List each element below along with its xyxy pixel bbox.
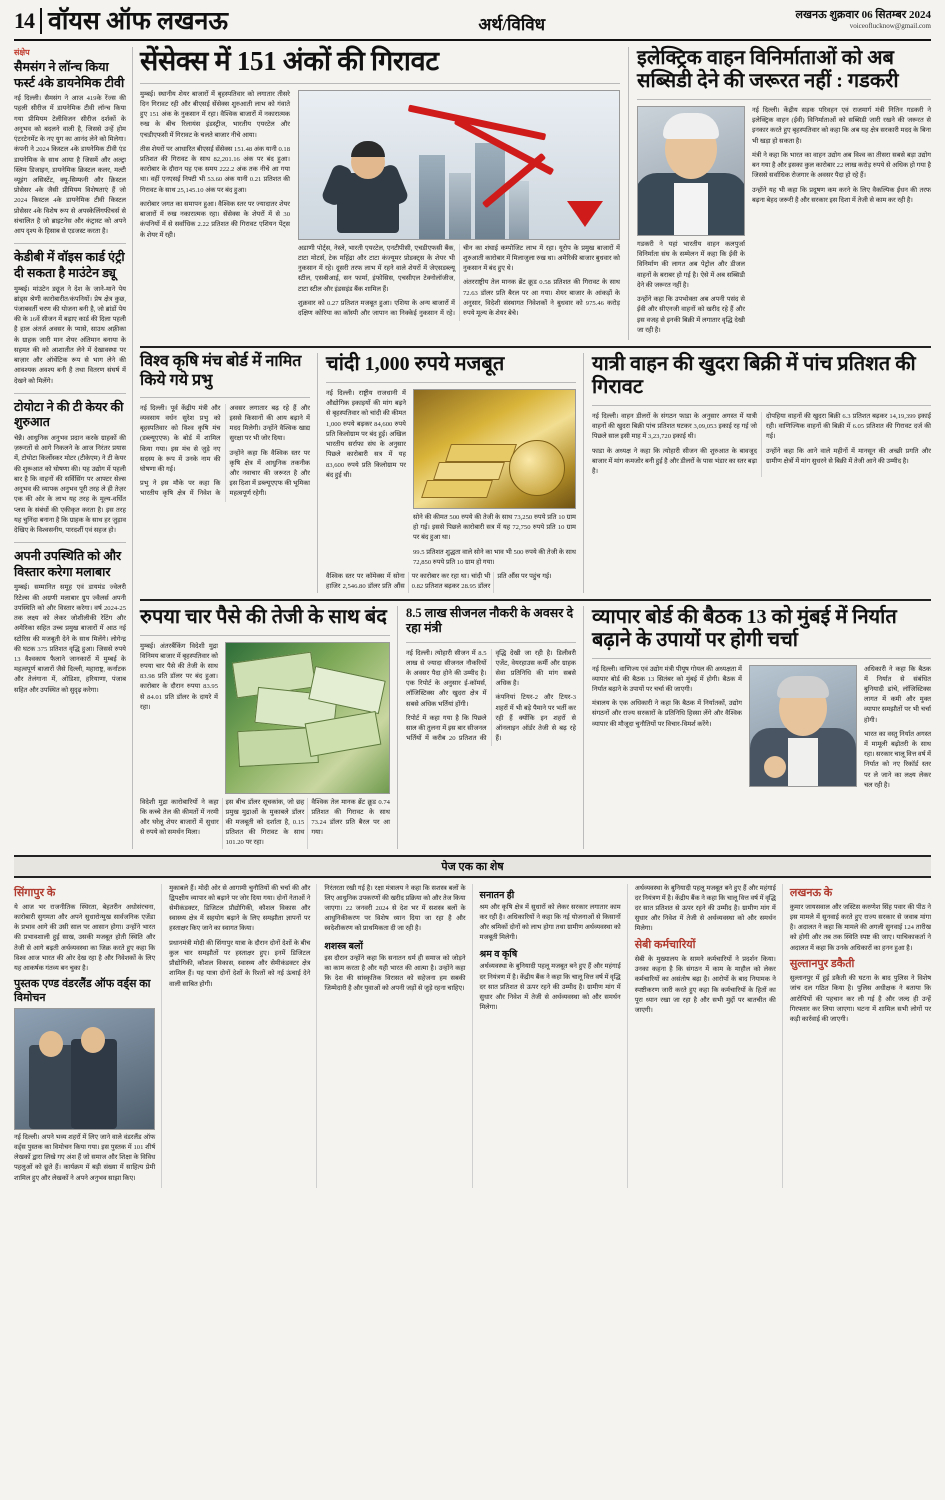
divider (140, 635, 390, 636)
paragraph: तीस शेयरों पर आधारित बीएसई सेंसेक्स 151.48 अंक यानी 0.18 प्रतिशत की गिरावट के साथ 82,201.16 अंक पर बंद हुआ। कारोबार के दौरान यह एक समय 222.2 अंक तक नीचे आ गया था। वहीं एनएसई निफ्टी भी 53.60 अंक यानी 0.21 प्रतिशत की गिरावट के साथ 25,145.10 अंक पर बंद हुआ। (140, 145, 290, 194)
article-seasonal-jobs (406, 606, 584, 849)
brief-item (14, 400, 126, 536)
jump-title: शशस्त्र बलों (324, 941, 363, 952)
page-number: 14 (14, 8, 34, 33)
paragraph: मंत्रालय के एक अधिकारी ने कहा कि बैठक में निर्यातकों, उद्योग संगठनों और राज्य सरकारों के प्रतिनिधि हिस्सा लेंगे और वैश्विक व्यापार की मौजूदा चुनौतियों पर विचार-विमर्श करेंगे। (592, 700, 742, 728)
jump-section (14, 884, 931, 1188)
jump-col-2 (169, 884, 317, 1188)
paragraph: मंत्री ने कहा कि भारत का वाहन उद्योग अब विश्व का तीसरा सबसे बड़ा उद्योग बन गया है और इसका कुल कारोबार 22 लाख करोड़ रुपये से अधिक हो गया है जिससे सर्वाधिक रोजगार के अवसर पैदा हो रहे हैं। (752, 151, 931, 180)
paragraph: नई दिल्ली। त्योहारी सीजन में 8.5 लाख से ज्यादा सीजनल नौकरियों के अवसर पैदा होने की उम्मीद है। एक रिपोर्ट के अनुसार ई-कॉमर्स, लॉजिस्टिक्स और खुदरा क्षेत्र में सबसे अधिक भर्तियां होंगी। (406, 649, 487, 708)
jump-col-4 (480, 884, 628, 1188)
gadkari-photo (637, 106, 745, 236)
article-sensex (140, 47, 629, 340)
jump-col-1 (14, 884, 162, 1188)
paragraph: अर्थव्यवस्था के बुनियादी पहलू मजबूत बने हुए हैं और महंगाई दर नियंत्रण में है। केंद्रीय बैंक ने कहा कि चालू वित्त वर्ष में वृद्धि दर सात प्रतिशत से ऊपर रहने की उम्मीद है। ग्रामीण मांग में सुधार और निवेश में तेजी से अर्थव्यवस्था को और समर्थन मिलेगा। (479, 963, 621, 1012)
krishi-headline: विश्व कृषि मंच बोर्ड में नामित किये गये प्रभु (140, 352, 302, 389)
paragraph: वैश्विक स्तर पर कॉमेक्स में सोना हाजिर 2,546.80 डॉलर प्रति औंस पर कारोबार कर रहा था। चांदी भी 0.82 प्रतिशत बढ़कर 28.95 डॉलर प्रति औंस पर पहुंच गई। (326, 573, 552, 591)
divider (14, 542, 126, 543)
brief-headline: केडीबी में वॉइस कार्ड एंट्री दी सकता है माउंटेन ड्यू (14, 250, 125, 280)
book-launch-photo (14, 1008, 155, 1130)
paragraph: मुम्बई। अंतरबैंकिंग विदेशी मुद्रा विनिमय बाजार में बृहस्पतिवार को रुपया चार पैसे की तेजी के साथ 83.98 प्रति डॉलर पर बंद हुआ। कारोबार के दौरान रुपया 83.95 से 84.01 प्रति डॉलर के दायरे में रहा। (140, 642, 218, 711)
jump-title: सिंगापुर के (14, 886, 56, 899)
paragraph: ये आज भर राजनीतिक स्थिरता, बेहतरीन अधोसंरचना, कारोबारी सुगमता और अपने सुधारोन्मुख सार्वजनिक एजेंडा के प्रभाव आगे की उसी साल पर आसान होगा। उन्होंने भारत की प्रभावशाली हुई साख, उसकी मजबूत होती स्थिति और तेजी से आगे बढ़ती अर्थव्यवस्था का जिक्र करते हुए कहा कि विश्व आज भारत की ओर देख रहा है और निवेशकों के लिए यह आकर्षक गंतव्य बन चुका है। (14, 903, 156, 973)
jobs-headline: 8.5 लाख सीजनल नौकरी के अवसर दे रहा मंत्री (406, 605, 574, 635)
paragraph: सुल्तानपुर में हुई डकैती की घटना के बाद पुलिस ने विशेष जांच दल गठित किया है। पुलिस अधीक्षक ने बताया कि आरोपियों की पहचान कर ली गई है और जल्द ही उन्हें गिरफ्तार कर लिया जाएगा। घटना में शामिल सभी लोगों पर कड़ी कार्रवाई की जाएगी। (789, 975, 932, 1023)
paragraph: भारत का वस्तु निर्यात अगस्त में मामूली बढ़ोतरी के साथ रहा। सरकार चालू वित्त वर्ष में निर्यात को नए रिकॉर्ड स्तर पर ले जाने का लक्ष्य लेकर चल रही है। (864, 730, 931, 789)
sensex-text-col1 (140, 90, 290, 322)
email-address: voiceoflucknow@gmail.com (849, 22, 931, 31)
divider (637, 99, 931, 100)
divider (140, 599, 931, 601)
divider (326, 382, 576, 383)
currency-photo (225, 642, 390, 794)
paragraph: विदेशी मुद्रा कारोबारियों ने कहा कि कच्चे तेल की कीमतों में नरमी और घरेलू शेयर बाजारों में सुधार से रुपये को समर्थन मिला। (140, 798, 219, 837)
brief-body: मुम्बई। सम्मानित समूह एवं डायमंड ज्वेलरी रिटेल्स की अग्रणी मलाबार ग्रुप ज्वैलर्स अपनी उपस्थिति को और विस्तार करेगा। वर्ष 2024-25 तक लक्ष्य को लेकर जोशीलीकी रेटिंग और अमेरिका सहित उच्च प्रमुख बाजारों में आठ नई स्टोरिस की मजबूती देने के साथ मिलेंगे। लोगेन्द्र की घटक 375 प्रतिशत वृद्धि हुआ। जिससे रुपये 13 वैश्वकाय फैलाने जानकारों में मुम्बई के महत्वपूर्ण बाजारों जैसे दिल्ली, महाराष्ट्र, कर्नाटक और तेलंगाना में, ओडिशा, हरियाणा, पंजाब सहित और उपस्थित को सुदृढ़ करेगा। (14, 584, 126, 694)
masthead-right (796, 8, 932, 31)
brief-item (14, 60, 126, 237)
brief-body: चेन्नै। आधुनिक अनुभव प्रदान करके ग्राहकों की ज़रूरतों से आगे निकलने के आज निरंतर प्रयास में, टोयोटा किर्लोस्कर मोटर (टीकेएम) ने टी केयर की शुरूआत को घोषणा की। यह उद्योग में पहली बार है कि वाहनों की सर्विसिंग पर आफ्टर सेल्स अनुभव की व्यापक अनुभव पूरी तरह ले ही तेज़र एक की ओर के लाभ यह तरह के मूल्य-वर्धित प्लस के संबंधों की एकीकृत करता है। इस तरह यह चुनिंदा बनाना है कि ग्राहक के साथ हर जुड़ाव देखिए के विश्वसनीय, पारदर्शी एवं सहज हो। (14, 435, 126, 534)
paragraph: उन्होंने यह भी कहा कि प्रदूषण कम करने के लिए वैकल्पिक ईंधन की तरफ बढ़ना बेहद जरूरी है और सरकार इस दिशा में तेजी से काम कर रही है। (752, 186, 931, 204)
paragraph: प्रभु ने इस मौके पर कहा कि भारतीय कृषि क्षेत्र में निवेश के अवसर लगातार बढ़ रहे हैं और इससे किसानों की आय बढ़ाने में मदद मिलेगी। उन्होंने वैश्विक खाद्य सुरक्षा पर भी जोर दिया। (140, 404, 310, 498)
article-rupee (140, 606, 398, 849)
paragraph: अर्थव्यवस्था के बुनियादी पहलू मजबूत बने हुए हैं और महंगाई दर नियंत्रण में है। केंद्रीय बैंक ने कहा कि चालू वित्त वर्ष में वृद्धि दर सात प्रतिशत से ऊपर रहने की उम्मीद है। ग्रामीण मांग में सुधार और निवेश में तेजी से अर्थव्यवस्था को और समर्थन मिलेगा। (634, 884, 776, 933)
passenger-headline: यात्री वाहन की खुदरा बिक्री में पांच प्रतिशत की गिरावट (592, 352, 916, 398)
paragraph: दोपहिया वाहनों की खुदरा बिक्री 6.3 प्रतिशत बढ़कर 14,19,399 इकाई रही। वाणिज्यिक वाहनों की बिक्री में 6.05 प्रतिशत की गिरावट दर्ज की गई। (766, 412, 931, 441)
page-body (14, 47, 931, 849)
dacoity-title: सुल्तानपुर डकैती (789, 957, 855, 970)
paragraph: नई दिल्ली। अपने भव्य शहरों में लिए जाने वाले वंडरलैंड ऑफ वर्ड्स पुस्तक का विमोचन किया गया। इस पुस्तक में 101 शीर्ष लेखकों द्वारा लिखे गए अंश हैं जो समाज और शिक्षा के विविध पहलुओं को छूते हैं। कार्यक्रम में बड़ी संख्या में साहित्य प्रेमी शामिल हुए और लेखकों ने अपने अनुभव साझा किए। (14, 1133, 156, 1182)
paragraph: शुक्रवार को 0.27 प्रतिशत मजबूत हुआ। एशिया के अन्य बाजारों में दक्षिण कोरिया का कॉस्पी और जापान का निक्केई नुकसान में रहे। चीन का शंघाई कम्पोजिट लाभ में रहा। यूरोप के प्रमुख बाजारों में शुरुआती कारोबार में मिलाजुला रुख था। अमेरिकी बाजार बुधवार को नुकसान में बंद हुए थे। (298, 244, 621, 317)
paragraph: कारोबार जगत का समापन हुआ। वैश्विक स्तर पर ज्यादातर शेयर बाजारों में रुख नकारात्मक रहा। सेंसेक्स के शेयरों में से 30 कंपनियों में से सर्वाधिक 2.22 प्रतिशत की गिरावट एशियन पेंट्स के शेयर में रही। (140, 200, 290, 239)
goyal-photo (749, 665, 857, 787)
article-trade-board (592, 606, 931, 849)
paragraph: इस बीच डॉलर सूचकांक, जो छह प्रमुख मुद्राओं के मुकाबले डॉलर की मजबूती को दर्शाता है, 0.15 प्रतिशत की गिरावट के साथ 101.20 पर रहा। (225, 798, 305, 847)
divider (14, 393, 126, 394)
section-title: अर्थ/विविध (478, 15, 546, 34)
paragraph: कुमार जायसवाल और जस्टिस करुणेश सिंह पवार की पीठ ने इस मामले में सुनवाई करते हुए राज्य सरकार से जवाब मांगा है। अदालत ने कहा कि मामले की अगली सुनवाई 124 तारीख को होगी और तब तक स्थिति स्पष्ट की जाए। याचिकाकर्ता ने अदालत में कहा कि उनके अधिकारों का हनन हुआ है। (789, 903, 932, 952)
paragraph: नई दिल्ली। वाहन डीलरों के संगठन फाडा के अनुसार अगस्त में यात्री वाहनों की खुदरा बिक्री पांच प्रतिशत घटकर 3,09,053 इकाई रह गई जो पिछले साल इसी माह में 3,23,720 इकाई थी। (592, 412, 757, 441)
jump-title: सनातन ही (479, 890, 515, 901)
top-row (140, 47, 931, 340)
masthead (14, 8, 931, 41)
paragraph: मुम्बई। स्थानीय शेयर बाजारों में बृहस्पतिवार को लगातार तीसरे दिन गिरावट रही और बीएसई सेंसेक्स शुरुआती लाभ को गंवाते हुए 151 अंक के नुकसान में रहा। वैश्विक बाजारों में नकारात्मक रुख के बीच रिलायंस इंडस्ट्रीज, भारतीय एयरटेल और एचडीएफसी में गिरावट के चलते बाजार नीचे आया। (140, 90, 290, 139)
jump-col-5 (635, 884, 783, 1188)
jump-title: सेबी कर्मचारियों (634, 938, 696, 951)
paragraph: फाडा के अध्यक्ष ने कहा कि त्योहारी सीजन की शुरुआत के बावजूद बाजार में मांग कमजोर बनी हुई है और डीलरों के पास भंडार का स्तर बढ़ा है। (592, 447, 757, 476)
paper-name: वॉयस ऑफ लखनऊ (48, 8, 229, 35)
paragraph: नई दिल्ली। केंद्रीय सड़क परिवहन एवं राजमार्ग मंत्री नितिन गडकरी ने इलेक्ट्रिक वाहन (ईवी) विनिर्माताओं को सब्सिडी जारी रखने की जरूरत से इनकार करते हुए बृहस्पतिवार को कहा कि अब यह क्षेत्र सरकारी मदद के बिना भी खड़ा हो सकता है। (752, 107, 931, 145)
divider (592, 405, 931, 406)
article-ev (637, 47, 931, 340)
jump-title: लखनऊ के (789, 886, 833, 899)
paragraph: निरंतरता रखी गई है। रक्षा मंत्रालय ने कहा कि सशस्त्र बलों के लिए आधुनिक उपकरणों की खरीद प्रक्रिया को और तेज किया जाएगा। 22 जनवरी 2024 से देश भर में सशस्त्र बलों के आधुनिकीकरण पर विशेष ध्यान दिया जा रहा है और स्वदेशीकरण को प्राथमिकता दी जा रही है। (324, 884, 466, 933)
paragraph: कंपनियां टियर-2 और टियर-3 शहरों में भी बड़े पैमाने पर भर्ती कर रही हैं क्योंकि इन शहरों से ऑनलाइन ऑर्डर तेजी से बढ़ रहे हैं। (495, 694, 576, 743)
paragraph: सेबी के मुख्यालय के सामने कर्मचारियों ने प्रदर्शन किया। उनका कहना है कि संगठन में काम के माहौल को लेकर कर्मचारियों का असंतोष बढ़ा है। आरोपों के बाद नियामक ने स्पष्टीकरण जारी करते हुए कहा कि कर्मचारियों के हितों का पूरा ध्यान रखा जा रहा है और सभी मुद्दों पर बातचीत की जाएगी। (634, 955, 776, 1014)
paragraph: प्रधानमंत्री मोदी की सिंगापुर यात्रा के दौरान दोनों देशों के बीच कुल चार समझौतों पर हस्ताक्षर हुए। इनमें डिजिटल प्रौद्योगिकी, कौशल विकास, स्वास्थ्य और सेमीकंडक्टर क्षेत्र शामिल हैं। यह यात्रा दोनों देशों के रिश्तों को नई ऊंचाई देने वाली साबित होगी। (169, 939, 311, 988)
third-row (140, 606, 931, 849)
jump-col-6 (790, 884, 931, 1188)
brief-headline: टोयोटा ने की टी केयर की शुरुआत (14, 399, 124, 430)
paragraph: 99.5 प्रतिशत शुद्धता वाले सोने का भाव भी 500 रुपये की तेजी के साथ 72,850 रुपये प्रति 10 ग्राम हो गया। (413, 548, 576, 566)
paragraph: उन्होंने कहा कि वैश्विक स्तर पर कृषि क्षेत्र में आधुनिक तकनीक और नवाचार की जरूरत है और इस दिशा में डब्ल्यूएएफ की भूमिका महत्वपूर्ण रहेगी। (229, 449, 310, 498)
paragraph: उन्होंने कहा कि आने वाले महीनों में मानसून की अच्छी प्रगति और ग्रामीण क्षेत्रों में मांग सुधरने से बिक्री में तेजी आने की उम्मीद है। (766, 447, 931, 465)
divider (406, 642, 576, 643)
rupee-headline: रुपया चार पैसे की तेजी के साथ बंद (140, 605, 387, 628)
book-launch-title: पुस्तक एण्ड वंडरलैंड ऑफ वर्ड्स का विमोचन (14, 978, 151, 1004)
silver-headline: चांदी 1,000 रुपये मजबूत (326, 352, 505, 375)
paragraph: नई दिल्ली। पूर्व केंद्रीय मंत्री और व्यवसाय वर्धन सुरेश प्रभु को बृहस्पतिवार को विश्व कृषि मंच (डब्ल्यूएएफ) के बोर्ड में शामिल किया गया। इस मंच से जुड़े नए सदस्य के रूप में उनके नाम की घोषणा की गई। (140, 404, 221, 474)
article-vishwa-krishi (140, 353, 318, 593)
paragraph: रिपोर्ट में कहा गया है कि पिछले साल की तुलना में इस बार सीजनल भर्तियों में करीब 20 प्रतिशत की वृद्धि देखी जा रही है। डिलीवरी एजेंट, वेयरहाउस कर्मी और ग्राहक सेवा प्रतिनिधि की मांग सबसे अधिक है। (406, 649, 576, 743)
ev-headline: इलेक्ट्रिक वाहन विनिर्माताओं को अब सब्सिडी देने की जरूरत नहीं : गडकरी (637, 47, 899, 92)
jump-col-3 (324, 884, 472, 1188)
jump-title: श्रम व कृषि (479, 950, 518, 961)
brief-item (14, 250, 126, 386)
paragraph: उन्होंने कहा कि उपभोक्ता अब अपनी पसंद से ईवी और सीएनजी वाहनों को खरीद रहे हैं और इस वजह से इनकी बिक्री में लगातार वृद्धि देखी जा रही है। (637, 296, 745, 334)
brief-body: मुम्बई। मांउटेन ड्यूज ने देश के जाने-माने पेय ब्रांड्स श्रेणी कारोबारीत/कंपनियों। प्रेष क्षेत्र कुछ, पंजाबवर्ती चरण की योजना बनी है, जो ब्रांडों पेय की के 16वें सीजन में बढ़ाए कार्ड की दिला पहली है हाल अंतर्ज अवसर के प्यासे, साउथ अफ़्रीका के ग्राहक जारी मान शेयर अंतिमान बनाया के सहमत की को आशातीत लेने में देखावस्था पर बाज़ार और ऑथेंटिक रूप से भाग लेने की आवश्यक अवश्य बनी है तथा वितरण संघर्ष में देखने को मिलेंगे। (14, 285, 126, 385)
paragraph: अडाणी पोर्ट्स, नेस्ले, भारती एयरटेल, एनटीपीसी, एचडीएफसी बैंक, टाटा मोटर्स, टेक महिंद्रा और टाटा कंज्यूमर प्रोडक्ट्स के शेयर भी नुकसान में रहे। दूसरी तरफ लाभ में रहने वाले शेयरों में जेएसडब्ल्यू स्टील, एसबीआई, सन फार्मा, इंफोसिस, एचसीएल टेक्नोलॉजीज, टाटा स्टील और इंडसइंड बैंक शामिल हैं। (298, 244, 455, 293)
main-column (133, 47, 931, 849)
paragraph: श्रम और कृषि क्षेत्र में सुधारों को लेकर सरकार लगातार काम कर रही है। अधिकारियों ने कहा कि नई योजनाओं से किसानों और श्रमिकों दोनों को लाभ होगा तथा ग्रामीण अर्थव्यवस्था को मजबूती मिलेगी। (479, 903, 621, 942)
briefs-label: संक्षेप (14, 48, 30, 57)
divider (140, 346, 931, 348)
trade-headline: व्यापार बोर्ड की बैठक 13 को मुंबई में निर्यात बढ़ाने के उपायों पर होगी चर्चा (592, 605, 897, 651)
brief-headline: सैमसंग ने लॉन्च किया फर्स्ट 4के डायनेमिक टीवी (14, 60, 125, 90)
date-line: लखनऊ शुक्रवार 06 सितम्बर 2024 (795, 9, 931, 21)
paragraph: गडकरी ने यहां भारतीय वाहन कलपुर्जा विनिर्माता संघ के सम्मेलन में कहा कि ईवी के विनिर्माण की लागत अब पेट्रोल और डीजल वाहनों के बराबर हो गई है। ऐसे में अब सब्सिडी देने की जरूरत नहीं है। (637, 241, 745, 289)
paragraph: इस दौरान उन्होंने कहा कि सनातन धर्म ही समाज को जोड़ने का काम करता है और यही भारत की आत्मा है। उन्होंने कहा कि देश की सांस्कृतिक विरासत को सहेजना हम सबकी जिम्मेदारी है और युवाओं को अपनी जड़ों से जुड़े रहना चाहिए। (324, 954, 466, 993)
gold-bars-photo (413, 389, 576, 509)
sensex-art-col (298, 90, 620, 322)
divider (140, 83, 620, 84)
paragraph: नई दिल्ली। वाणिज्य एवं उद्योग मंत्री पीयूष गोयल की अध्यक्षता में व्यापार बोर्ड की बैठक 13 सितंबर को मुंबई में होगी। बैठक में निर्यात बढ़ाने के उपायों पर चर्चा की जाएगी। (592, 665, 742, 693)
article-silver (326, 353, 584, 593)
divider (592, 658, 931, 659)
sensex-illustration (298, 90, 620, 240)
paragraph: मुकाबले हैं। मोदी ओर से आगामी चुनौतियों की चर्चा की और द्विपक्षीय व्यापार को बढ़ाने पर जोर दिया गया। दोनों नेताओं ने सेमीकंडक्टर, डिजिटल प्रौद्योगिकी, कौशल विकास और स्वास्थ्य क्षेत्र में सहयोग बढ़ाने के लिए समझौता ज्ञापनों पर हस्ताक्षर किए जाने का स्वागत किया। (169, 884, 311, 933)
paragraph: वैश्विक तेल मानक ब्रेंट क्रूड 0.74 प्रतिशत की गिरावट के साथ 73.24 डॉलर प्रति बैरल पर आ गया। (311, 798, 390, 837)
divider (14, 243, 126, 244)
brief-body: नई दिल्ली। सैमसंग ने आज 419के रेंज्स की पहली सीरीज में डायनेमिक टीवी लॉन्च किया गया प्रीमियम टेलीविजन सीरीज दर्शकों के अनुभव को बदलने वाली है, जिससे उन्हें होम एंटरटेनमेंट के नए युग का आनंद लेने को मिलेगा। कंपनी ने 2024 किस्टल 4के डायनेमिक टीवी एंड डायनेमिक के साथ आया है जिसमें और अल्ट्रा स्लिम डिजाइन, डायनेमिक क्रिस्टल कलर, मल्टी व्यूइंग असिस्टेंट, क्यू-सिम्फनी और क्रिस्टल प्रोसेसर 4के जैसी प्रीमियम विशेषताएं हैं जो 2024 किस्टल 4के डायनेमिक टीवी किस्टल प्रोसेसर 4के विशेष रूप से अपस्केलिंगफीचर्स से संचालित है जो ब्राइटनेस और कंट्रास्ट को अपने आप दृश्य के हिसाब से एडजस्ट करता है। (14, 95, 126, 236)
brief-headline: अपनी उपस्थिति को और विस्तार करेगा मलाबार (14, 549, 122, 579)
sensex-headline: सेंसेक्स में 151 अंकों की गिरावट (140, 46, 439, 76)
divider (140, 397, 310, 398)
paragraph: अंतरराष्ट्रीय तेल मानक ब्रेंट क्रूड 0.58 प्रतिशत की गिरावट के साथ 72.63 डॉलर प्रति बैरल पर आ गया। शेयर बाजार के आंकड़ों के अनुसार, विदेशी संस्थागत निवेशकों ने बुधवार को 975.46 करोड़ रुपये मूल्य के शेयर बेचे। (463, 279, 620, 317)
briefs-rail (14, 47, 133, 849)
jump-section-bar: पेज एक का शेष (14, 855, 931, 878)
paragraph: अधिकारी ने कहा कि बैठक में निर्यात से संबंधित बुनियादी ढांचे, लॉजिस्टिक्स लागत में कमी और मुक्त व्यापार समझौतों पर भी चर्चा होगी। (864, 665, 931, 724)
second-row (140, 353, 931, 593)
article-passenger-vehicles (592, 353, 931, 593)
paragraph: सोने की कीमत 500 रुपये की तेजी के साथ 73,250 रुपये प्रति 10 ग्राम हो गई। इससे पिछले कारोबारी सत्र में यह 72,750 रुपये प्रति 10 ग्राम पर बंद हुआ था। (413, 513, 576, 542)
brief-item (14, 549, 126, 696)
paragraph: नई दिल्ली। राष्ट्रीय राजधानी में औद्योगिक इकाइयों की मांग बढ़ने से बृहस्पतिवार को चांदी की कीमत 1,000 रुपये बढ़कर 84,600 रुपये प्रति किलोग्राम पर बंद हुई। अखिल भारतीय सर्राफा संघ के अनुसार पिछले कारोबारी सत्र में यह 83,600 रुपये प्रति किलोग्राम पर बंद हुई थी। (326, 389, 406, 479)
masthead-left (14, 8, 228, 34)
